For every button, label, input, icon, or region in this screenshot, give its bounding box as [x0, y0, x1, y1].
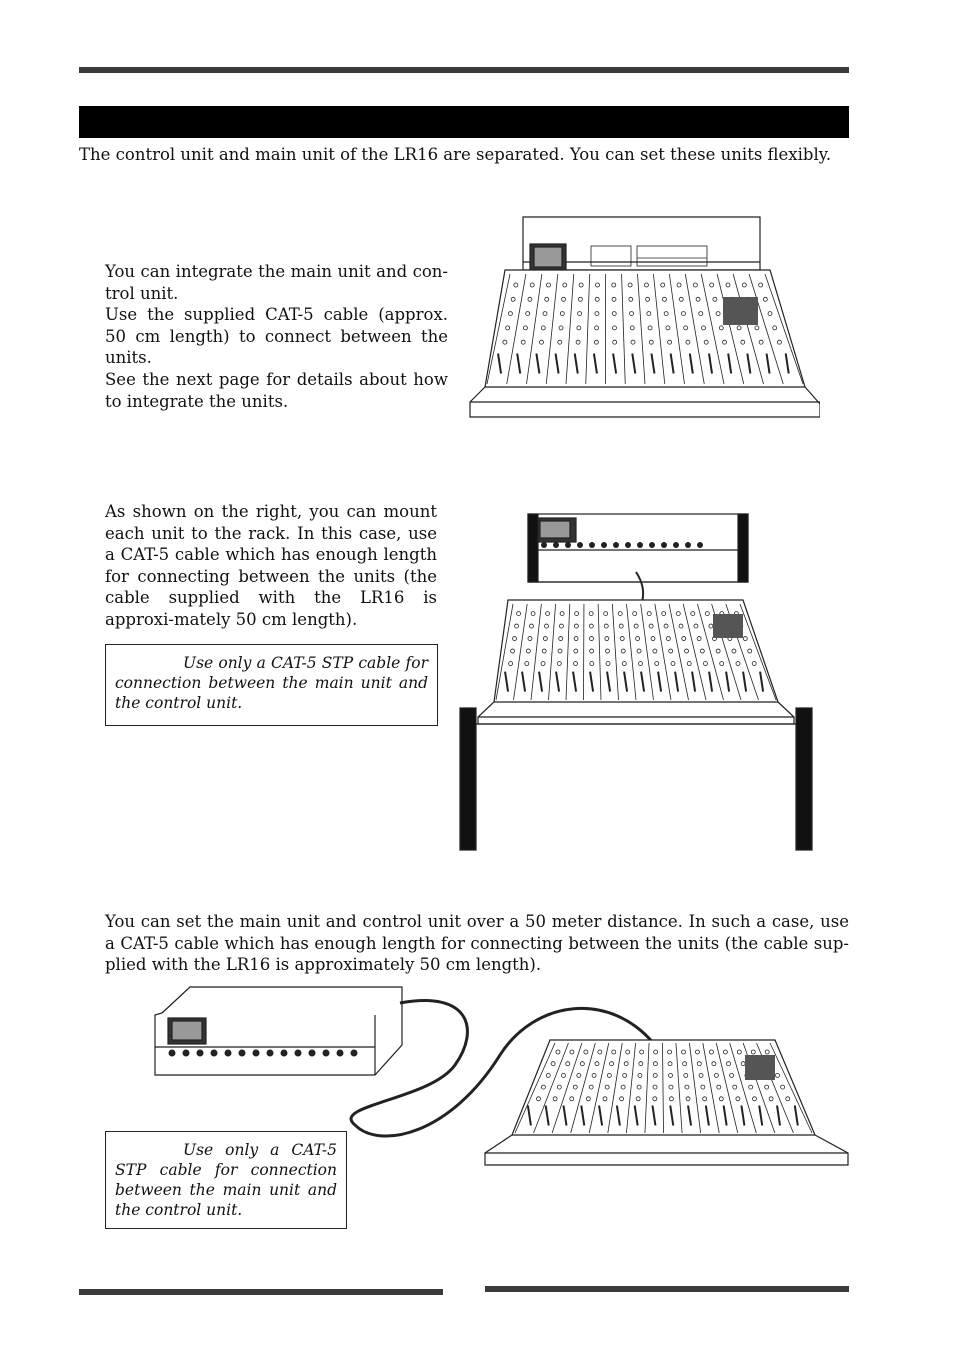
- knob: [183, 1050, 190, 1057]
- knob: [697, 542, 703, 548]
- intro-text: The control unit and main unit of the LR16 are separated. You can set these units flexibly.: [79, 145, 832, 164]
- knob: [225, 1050, 232, 1057]
- knob: [295, 1050, 302, 1057]
- knob: [541, 542, 547, 548]
- remote-text: You can set the main unit and control unit over a 50 meter distance. In such a case, use a CAT-5 cable which has enough length for connecting between the units (the cable sup-plied with the LR16 is approximately 50 cm length).: [105, 912, 849, 975]
- rack-note-box: [105, 644, 438, 726]
- rack-text: As shown on the right, you can mount each unit to the rack. In this case, use a CAT-5 cable which has enough length for connecting between the units (the cable supplied with the LR16 is approxi-mately 50 cm length).: [105, 502, 437, 629]
- top-rule: [79, 67, 849, 73]
- section-title-bar: [79, 106, 849, 138]
- knob: [625, 542, 631, 548]
- knob: [169, 1050, 176, 1057]
- integrated-mixer-illustration: [465, 212, 820, 422]
- knob: [673, 542, 679, 548]
- knob: [197, 1050, 204, 1057]
- remote-note-text: Use only a CAT-5 STP cable for connection between the main unit and the control unit.: [115, 1141, 337, 1219]
- knob: [253, 1050, 260, 1057]
- integrated-para-1: You can integrate the main unit and con-trol unit.: [105, 262, 448, 303]
- knob: [661, 542, 667, 548]
- knob: [649, 542, 655, 548]
- footer-rule-left: [79, 1289, 443, 1295]
- footer-rule-right: [485, 1286, 849, 1292]
- knob: [565, 542, 571, 548]
- knob: [323, 1050, 330, 1057]
- knob: [637, 542, 643, 548]
- knob: [613, 542, 619, 548]
- knob: [281, 1050, 288, 1057]
- knob: [239, 1050, 246, 1057]
- knob: [601, 542, 607, 548]
- knob: [309, 1050, 316, 1057]
- knob: [211, 1050, 218, 1057]
- knob: [337, 1050, 344, 1057]
- rack-note-text: Use only a CAT-5 STP cable for connection between the main unit and the control unit.: [115, 654, 428, 712]
- integrated-para-3: See the next page for details about how to integrate the units.: [105, 369, 448, 411]
- integrated-para-2: Use the supplied CAT-5 cable (approx. 50 cm length) to connect between the units.: [105, 305, 448, 368]
- knob: [267, 1050, 274, 1057]
- knob: [351, 1050, 358, 1057]
- knob: [589, 542, 595, 548]
- integrated-text: [105, 261, 448, 412]
- rack-mounted-units-illustration: [458, 512, 814, 852]
- knob: [685, 542, 691, 548]
- remote-connection-illustration: [150, 985, 852, 1170]
- knob: [553, 542, 559, 548]
- knob: [577, 542, 583, 548]
